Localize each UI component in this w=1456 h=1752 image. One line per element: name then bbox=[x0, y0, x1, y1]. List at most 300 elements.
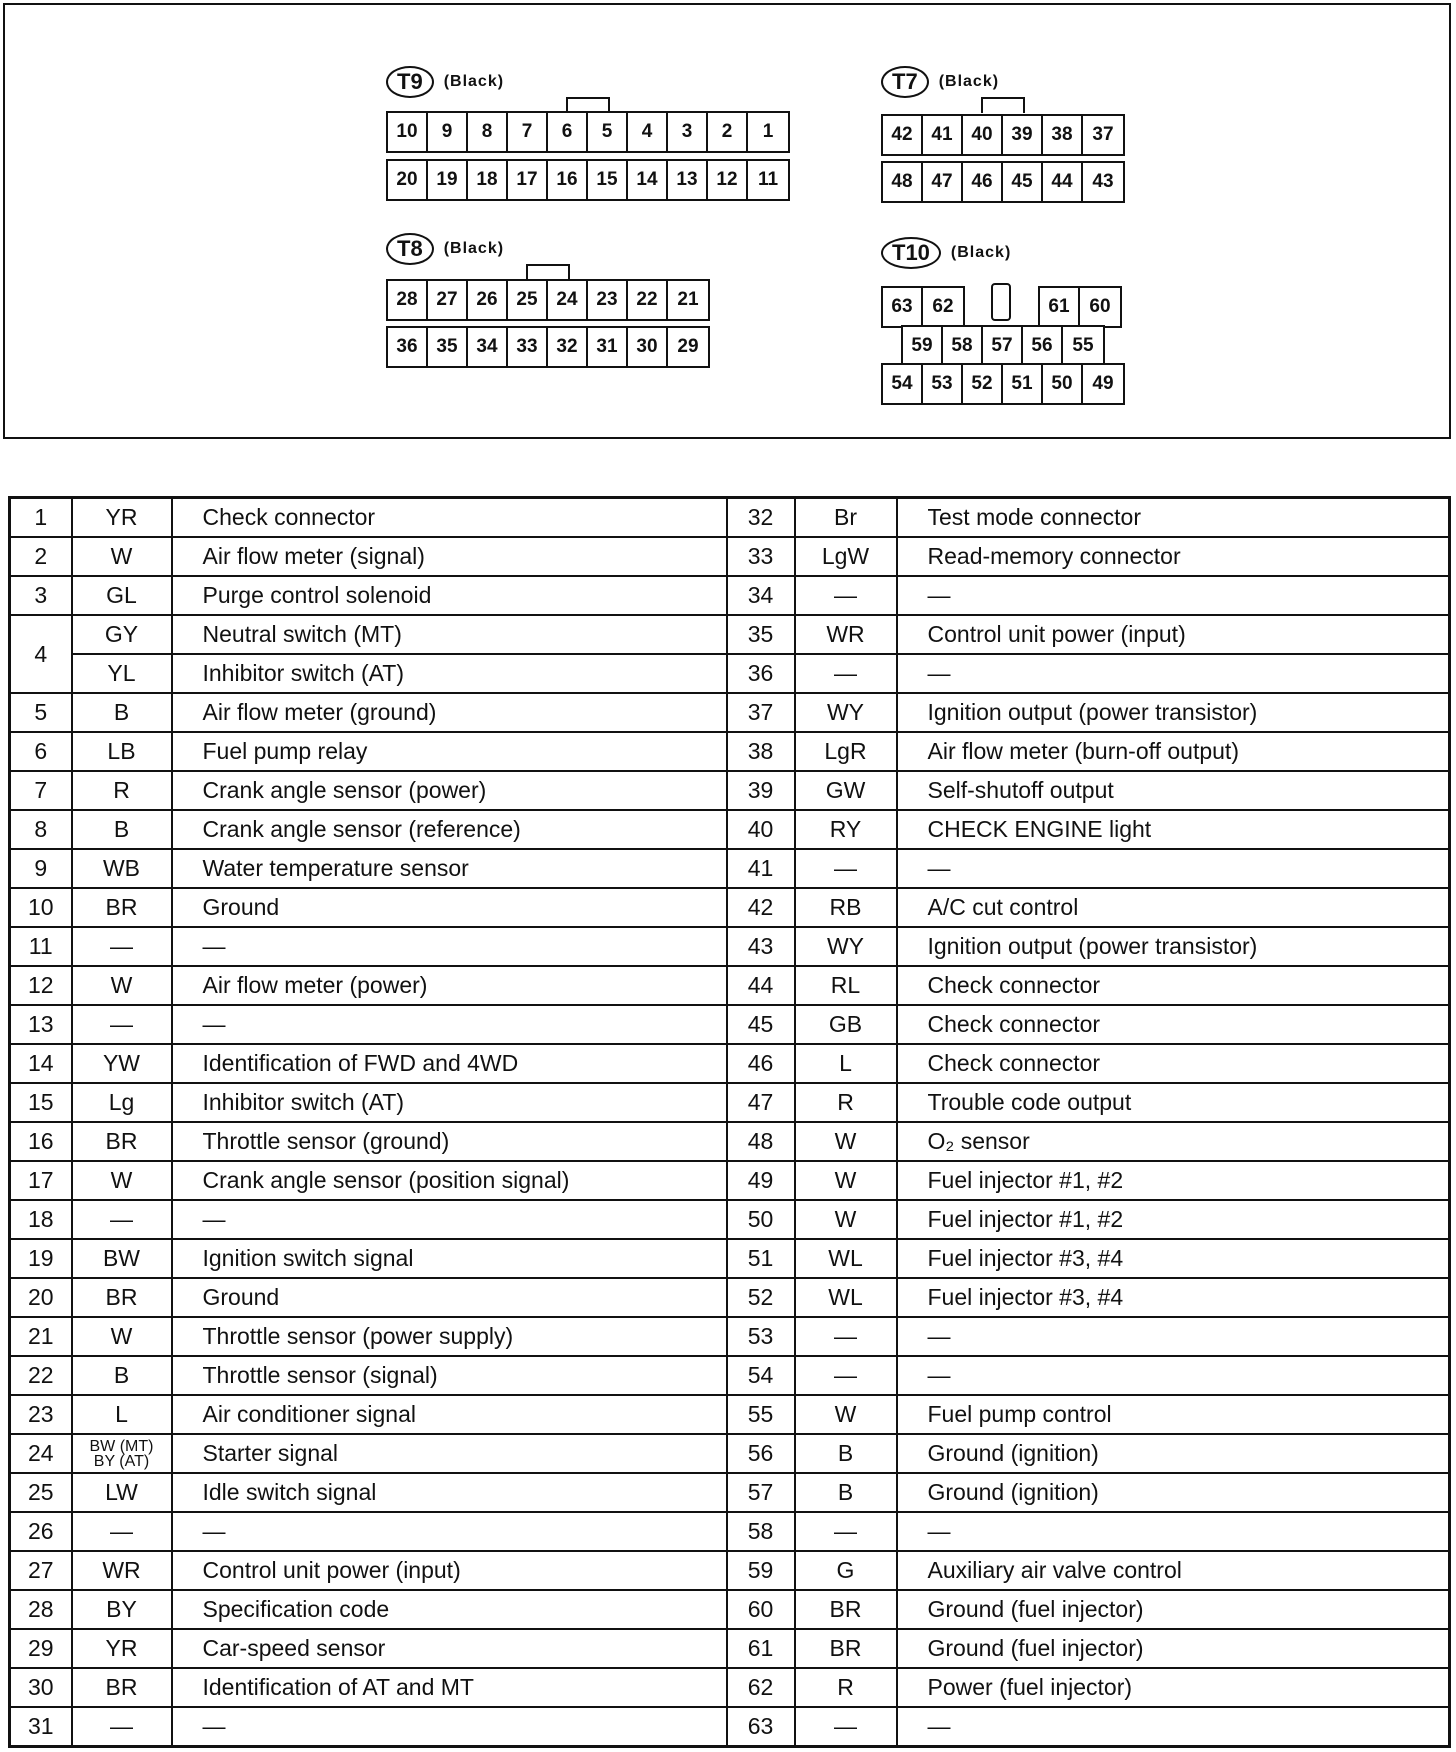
pin-number: 29 bbox=[677, 336, 699, 357]
table-row bbox=[10, 576, 1450, 615]
wire-color-cell: — bbox=[72, 927, 172, 966]
description-cell: Starter signal bbox=[172, 1434, 727, 1473]
description-cell: Identification of AT and MT bbox=[172, 1668, 727, 1707]
wire-color-cell: WY bbox=[795, 693, 897, 732]
description-cell: Check connector bbox=[897, 966, 1450, 1005]
table-row bbox=[10, 654, 1450, 693]
pin-number: 18 bbox=[468, 161, 508, 199]
pin-number: 55 bbox=[1072, 335, 1094, 356]
pin-row bbox=[881, 286, 965, 328]
table-row bbox=[10, 1122, 1450, 1161]
pin-cell: 19 bbox=[10, 1239, 72, 1278]
description-cell: Crank angle sensor (reference) bbox=[172, 810, 727, 849]
pin-number: 51 bbox=[1003, 365, 1043, 403]
pin-number: 23 bbox=[588, 281, 628, 319]
description-cell: Control unit power (input) bbox=[172, 1551, 727, 1590]
pin-assignment-table bbox=[8, 496, 1451, 1748]
wire-color-cell: WB bbox=[72, 849, 172, 888]
table-row bbox=[10, 1668, 1450, 1707]
table-row bbox=[10, 1044, 1450, 1083]
pin-number: 3 bbox=[668, 113, 708, 151]
wire-color-cell: W bbox=[72, 966, 172, 1005]
pin-number: 19 bbox=[428, 161, 468, 199]
description-cell: — bbox=[172, 1512, 727, 1551]
pin-number: 42 bbox=[883, 116, 923, 154]
pin-cell: 11 bbox=[10, 927, 72, 966]
wire-color-cell: GL bbox=[72, 576, 172, 615]
description-cell: — bbox=[897, 576, 1450, 615]
table-row bbox=[10, 1434, 1450, 1473]
description-cell: Air flow meter (burn-off output) bbox=[897, 732, 1450, 771]
pin-number: 41 bbox=[923, 116, 963, 154]
pin-cell: 55 bbox=[727, 1395, 795, 1434]
description-cell: Check connector bbox=[172, 498, 727, 538]
pin-cell: 51 bbox=[727, 1239, 795, 1278]
description-cell: — bbox=[897, 654, 1450, 693]
pin-cell: 8 bbox=[10, 810, 72, 849]
pin-number: 62 bbox=[932, 296, 954, 317]
wire-color-cell: YW bbox=[72, 1044, 172, 1083]
wire-color-cell: — bbox=[795, 1356, 897, 1395]
pin-cell: 60 bbox=[727, 1590, 795, 1629]
wire-color-cell: — bbox=[795, 849, 897, 888]
pin-number: 57 bbox=[983, 327, 1023, 365]
connector-color: (Black) bbox=[938, 73, 1000, 90]
pin-cell: 29 bbox=[10, 1629, 72, 1668]
pin-number: 14 bbox=[628, 161, 668, 199]
description-cell: Control unit power (input) bbox=[897, 615, 1450, 654]
wire-color-cell: BR bbox=[795, 1590, 897, 1629]
pin-cell: 58 bbox=[727, 1512, 795, 1551]
description-cell: Fuel injector #3, #4 bbox=[897, 1278, 1450, 1317]
pin-cell: 47 bbox=[727, 1083, 795, 1122]
pin-number: 45 bbox=[1003, 163, 1043, 201]
description-cell: Identification of FWD and 4WD bbox=[172, 1044, 727, 1083]
description-cell: Specification code bbox=[172, 1590, 727, 1629]
pin-row bbox=[386, 111, 790, 153]
pin-number: 47 bbox=[923, 163, 963, 201]
wire-color-cell: GW bbox=[795, 771, 897, 810]
description-cell: Crank angle sensor (position signal) bbox=[172, 1161, 727, 1200]
pin-cell: 22 bbox=[10, 1356, 72, 1395]
description-cell: Purge control solenoid bbox=[172, 576, 727, 615]
pin-number: 33 bbox=[508, 328, 548, 366]
wire-color-cell: W bbox=[72, 537, 172, 576]
wire-color-cell: W bbox=[795, 1122, 897, 1161]
description-cell: Fuel pump relay bbox=[172, 732, 727, 771]
description-cell: Ground bbox=[172, 1278, 727, 1317]
wire-color-cell: W bbox=[72, 1161, 172, 1200]
table-row bbox=[10, 966, 1450, 1005]
description-cell: Trouble code output bbox=[897, 1083, 1450, 1122]
table-row bbox=[10, 1239, 1450, 1278]
wire-color-cell: W bbox=[795, 1200, 897, 1239]
pin-number: 56 bbox=[1023, 327, 1063, 365]
description-cell: Ignition switch signal bbox=[172, 1239, 727, 1278]
pin-cell: 40 bbox=[727, 810, 795, 849]
pin-cell: 4 bbox=[10, 615, 72, 693]
wire-color-cell: — bbox=[72, 1200, 172, 1239]
description-cell: Check connector bbox=[897, 1044, 1450, 1083]
table-row bbox=[10, 498, 1450, 538]
description-cell: Inhibitor switch (AT) bbox=[172, 1083, 727, 1122]
table-row bbox=[10, 1473, 1450, 1512]
description-cell: — bbox=[172, 1005, 727, 1044]
table-row bbox=[10, 771, 1450, 810]
pin-number: 36 bbox=[388, 328, 428, 366]
connector-id: T8 bbox=[386, 233, 434, 265]
wire-color-line: BW (MT) bbox=[89, 1437, 154, 1455]
pin-number: 31 bbox=[588, 328, 628, 366]
description-cell: — bbox=[897, 1356, 1450, 1395]
pin-cell: 38 bbox=[727, 732, 795, 771]
wire-color-cell: W bbox=[795, 1161, 897, 1200]
wire-color-cell: W bbox=[795, 1395, 897, 1434]
pin-number: 58 bbox=[943, 327, 983, 365]
pin-cell: 41 bbox=[727, 849, 795, 888]
pin-row bbox=[881, 161, 1125, 203]
pin-cell: 45 bbox=[727, 1005, 795, 1044]
pin-number: 44 bbox=[1043, 163, 1083, 201]
table-row bbox=[10, 888, 1450, 927]
wire-color-cell: BR bbox=[795, 1629, 897, 1668]
wire-color-cell: YL bbox=[72, 654, 172, 693]
description-cell: Fuel injector #1, #2 bbox=[897, 1161, 1450, 1200]
pin-cell: 10 bbox=[10, 888, 72, 927]
table-row bbox=[10, 1395, 1450, 1434]
description-cell: Neutral switch (MT) bbox=[172, 615, 727, 654]
pin-cell: 28 bbox=[10, 1590, 72, 1629]
table-row bbox=[10, 732, 1450, 771]
table-row bbox=[10, 615, 1450, 654]
wire-color-cell: WY bbox=[795, 927, 897, 966]
pin-number: 20 bbox=[388, 161, 428, 199]
pin-row bbox=[881, 114, 1125, 156]
description-cell: Power (fuel injector) bbox=[897, 1668, 1450, 1707]
pin-cell: 32 bbox=[727, 498, 795, 538]
pin-cell: 12 bbox=[10, 966, 72, 1005]
pin-number: 15 bbox=[588, 161, 628, 199]
pin-row bbox=[386, 159, 790, 201]
pin-number: 28 bbox=[388, 281, 428, 319]
wire-color-cell: LW bbox=[72, 1473, 172, 1512]
pin-cell: 61 bbox=[727, 1629, 795, 1668]
pin-cell: 5 bbox=[10, 693, 72, 732]
pin-cell: 63 bbox=[727, 1707, 795, 1747]
pin-cell: 27 bbox=[10, 1551, 72, 1590]
pin-number: 37 bbox=[1092, 124, 1114, 145]
wire-color-cell: — bbox=[72, 1512, 172, 1551]
description-cell: Ground (ignition) bbox=[897, 1473, 1450, 1512]
description-cell: O₂ sensor bbox=[897, 1122, 1450, 1161]
pin-row bbox=[1038, 286, 1122, 328]
pin-number: 53 bbox=[923, 365, 963, 403]
pin-number: 5 bbox=[588, 113, 628, 151]
pin-cell: 52 bbox=[727, 1278, 795, 1317]
connector-id: T10 bbox=[881, 237, 941, 269]
description-cell: Inhibitor switch (AT) bbox=[172, 654, 727, 693]
wire-color-cell: BY bbox=[72, 1590, 172, 1629]
description-cell: Auxiliary air valve control bbox=[897, 1551, 1450, 1590]
pin-cell: 44 bbox=[727, 966, 795, 1005]
pin-cell: 43 bbox=[727, 927, 795, 966]
pin-cell: 15 bbox=[10, 1083, 72, 1122]
pin-number: 2 bbox=[708, 113, 748, 151]
description-cell: — bbox=[897, 849, 1450, 888]
description-cell: CHECK ENGINE light bbox=[897, 810, 1450, 849]
pin-number: 49 bbox=[1092, 373, 1114, 394]
connector-diagram bbox=[3, 3, 1451, 439]
wire-color-cell: RB bbox=[795, 888, 897, 927]
pin-number: 63 bbox=[883, 288, 923, 326]
pin-cell: 31 bbox=[10, 1707, 72, 1747]
pin-cell: 49 bbox=[727, 1161, 795, 1200]
pin-cell: 2 bbox=[10, 537, 72, 576]
wire-color-cell: LgR bbox=[795, 732, 897, 771]
pin-cell: 36 bbox=[727, 654, 795, 693]
wire-color-cell: BR bbox=[72, 888, 172, 927]
description-cell: — bbox=[897, 1512, 1450, 1551]
pin-number: 16 bbox=[548, 161, 588, 199]
pin-number: 50 bbox=[1043, 365, 1083, 403]
table-row bbox=[10, 1551, 1450, 1590]
pin-number: 39 bbox=[1003, 116, 1043, 154]
pin-row bbox=[901, 325, 1105, 367]
pin-cell: 6 bbox=[10, 732, 72, 771]
wire-color-cell: WL bbox=[795, 1239, 897, 1278]
pin-number: 21 bbox=[677, 289, 699, 310]
pin-cell: 25 bbox=[10, 1473, 72, 1512]
pin-number: 11 bbox=[757, 169, 779, 190]
wire-color-cell: W bbox=[72, 1317, 172, 1356]
wire-color-cell: Lg bbox=[72, 1083, 172, 1122]
pin-cell: 16 bbox=[10, 1122, 72, 1161]
wire-color-cell: GB bbox=[795, 1005, 897, 1044]
pin-cell: 18 bbox=[10, 1200, 72, 1239]
pin-cell: 53 bbox=[727, 1317, 795, 1356]
wire-color-cell: BR bbox=[72, 1122, 172, 1161]
table-row bbox=[10, 693, 1450, 732]
pin-cell: 62 bbox=[727, 1668, 795, 1707]
wire-color-cell: — bbox=[795, 654, 897, 693]
pin-cell: 30 bbox=[10, 1668, 72, 1707]
wire-color-cell: LB bbox=[72, 732, 172, 771]
description-cell: Ignition output (power transistor) bbox=[897, 693, 1450, 732]
wire-color-cell: R bbox=[72, 771, 172, 810]
wire-color-cell: RL bbox=[795, 966, 897, 1005]
description-cell: Check connector bbox=[897, 1005, 1450, 1044]
description-cell: — bbox=[172, 1707, 727, 1747]
description-cell: Ignition output (power transistor) bbox=[897, 927, 1450, 966]
pin-cell: 14 bbox=[10, 1044, 72, 1083]
description-cell: Ground (fuel injector) bbox=[897, 1590, 1450, 1629]
pin-number: 26 bbox=[468, 281, 508, 319]
pin-number: 7 bbox=[508, 113, 548, 151]
wire-color-cell: Br bbox=[795, 498, 897, 538]
pin-cell: 17 bbox=[10, 1161, 72, 1200]
wire-color-cell: G bbox=[795, 1551, 897, 1590]
table-row bbox=[10, 1161, 1450, 1200]
pin-cell: 33 bbox=[727, 537, 795, 576]
wire-color-cell: BR bbox=[72, 1668, 172, 1707]
pin-cell: 21 bbox=[10, 1317, 72, 1356]
wire-color-cell: — bbox=[72, 1005, 172, 1044]
wire-color-cell: WL bbox=[795, 1278, 897, 1317]
wire-color-cell: B bbox=[795, 1434, 897, 1473]
table-row bbox=[10, 1005, 1450, 1044]
pin-cell: 20 bbox=[10, 1278, 72, 1317]
pin-number: 52 bbox=[963, 365, 1003, 403]
pin-cell: 57 bbox=[727, 1473, 795, 1512]
pin-cell: 23 bbox=[10, 1395, 72, 1434]
description-cell: Ground (ignition) bbox=[897, 1434, 1450, 1473]
description-cell: Air flow meter (ground) bbox=[172, 693, 727, 732]
pin-number: 59 bbox=[903, 327, 943, 365]
description-cell: — bbox=[172, 1200, 727, 1239]
description-cell: Air conditioner signal bbox=[172, 1395, 727, 1434]
wire-color-line: BY (AT) bbox=[93, 1452, 150, 1470]
pin-number: 13 bbox=[668, 161, 708, 199]
description-cell: Self-shutoff output bbox=[897, 771, 1450, 810]
wire-color-cell: L bbox=[72, 1395, 172, 1434]
description-cell: Fuel injector #3, #4 bbox=[897, 1239, 1450, 1278]
description-cell: Air flow meter (power) bbox=[172, 966, 727, 1005]
pin-number: 34 bbox=[468, 328, 508, 366]
table-row bbox=[10, 927, 1450, 966]
pin-number: 38 bbox=[1043, 116, 1083, 154]
table-row bbox=[10, 849, 1450, 888]
pin-number: 40 bbox=[963, 116, 1003, 154]
description-cell: Car-speed sensor bbox=[172, 1629, 727, 1668]
pin-cell: 46 bbox=[727, 1044, 795, 1083]
pin-cell: 24 bbox=[10, 1434, 72, 1473]
pin-number: 43 bbox=[1092, 171, 1114, 192]
connector-color: (Black) bbox=[950, 244, 1012, 261]
description-cell: Ground bbox=[172, 888, 727, 927]
description-cell: Air flow meter (signal) bbox=[172, 537, 727, 576]
table-row bbox=[10, 810, 1450, 849]
wire-color-cell: — bbox=[795, 1317, 897, 1356]
description-cell: A/C cut control bbox=[897, 888, 1450, 927]
table-row bbox=[10, 1317, 1450, 1356]
wire-color-cell: B bbox=[72, 693, 172, 732]
table-row bbox=[10, 537, 1450, 576]
pin-cell: 48 bbox=[727, 1122, 795, 1161]
wire-color-cell: WR bbox=[72, 1551, 172, 1590]
pin-cell: 9 bbox=[10, 849, 72, 888]
description-cell: Water temperature sensor bbox=[172, 849, 727, 888]
table-row bbox=[10, 1278, 1450, 1317]
description-cell: — bbox=[897, 1317, 1450, 1356]
wire-color-cell: B bbox=[72, 810, 172, 849]
wire-color-cell: LgW bbox=[795, 537, 897, 576]
pin-number: 27 bbox=[428, 281, 468, 319]
pin-row bbox=[386, 279, 710, 321]
pin-number: 8 bbox=[468, 113, 508, 151]
pin-row bbox=[881, 363, 1125, 405]
pin-number: 32 bbox=[548, 328, 588, 366]
description-cell: Read-memory connector bbox=[897, 537, 1450, 576]
wire-color-cell: B bbox=[795, 1473, 897, 1512]
pin-cell: 3 bbox=[10, 576, 72, 615]
pin-number: 12 bbox=[708, 161, 748, 199]
pin-number: 9 bbox=[428, 113, 468, 151]
pin-number: 22 bbox=[628, 281, 668, 319]
connector-id: T9 bbox=[386, 66, 434, 98]
pin-cell: 56 bbox=[727, 1434, 795, 1473]
wire-color-cell: — bbox=[72, 1707, 172, 1747]
table-row bbox=[10, 1083, 1450, 1122]
pin-number: 48 bbox=[883, 163, 923, 201]
description-cell: Throttle sensor (signal) bbox=[172, 1356, 727, 1395]
pin-number: 30 bbox=[628, 328, 668, 366]
table-row bbox=[10, 1356, 1450, 1395]
table-row bbox=[10, 1512, 1450, 1551]
description-cell: Throttle sensor (power supply) bbox=[172, 1317, 727, 1356]
pin-cell: 13 bbox=[10, 1005, 72, 1044]
wire-color-cell: GY bbox=[72, 615, 172, 654]
pin-number: 4 bbox=[628, 113, 668, 151]
pin-number: 46 bbox=[963, 163, 1003, 201]
pin-number: 54 bbox=[883, 365, 923, 403]
pin-cell: 35 bbox=[727, 615, 795, 654]
pin-number: 6 bbox=[548, 113, 588, 151]
wire-color-cell: RY bbox=[795, 810, 897, 849]
wire-color-cell: L bbox=[795, 1044, 897, 1083]
pin-number: 25 bbox=[508, 281, 548, 319]
pin-row bbox=[386, 326, 710, 368]
pin-number: 17 bbox=[508, 161, 548, 199]
pin-number: 24 bbox=[548, 281, 588, 319]
wire-color-cell: — bbox=[795, 1512, 897, 1551]
wire-color-cell: — bbox=[795, 1707, 897, 1747]
wire-color-cell: BW bbox=[72, 1239, 172, 1278]
pin-cell: 7 bbox=[10, 771, 72, 810]
pin-cell: 26 bbox=[10, 1512, 72, 1551]
pin-number: 60 bbox=[1089, 296, 1111, 317]
description-cell: Fuel injector #1, #2 bbox=[897, 1200, 1450, 1239]
wire-color-cell: WR bbox=[795, 615, 897, 654]
pin-cell: 1 bbox=[10, 498, 72, 538]
wire-color-cell: B bbox=[72, 1356, 172, 1395]
description-cell: Crank angle sensor (power) bbox=[172, 771, 727, 810]
description-cell: Throttle sensor (ground) bbox=[172, 1122, 727, 1161]
wire-color-cell bbox=[72, 1434, 172, 1473]
pin-cell: 39 bbox=[727, 771, 795, 810]
pin-number: 1 bbox=[762, 121, 774, 142]
description-cell: Test mode connector bbox=[897, 498, 1450, 538]
pin-number: 61 bbox=[1040, 288, 1080, 326]
table-row bbox=[10, 1707, 1450, 1747]
pin-cell: 42 bbox=[727, 888, 795, 927]
wire-color-cell: YR bbox=[72, 498, 172, 538]
description-cell: — bbox=[172, 927, 727, 966]
table-row bbox=[10, 1200, 1450, 1239]
pin-number: 10 bbox=[388, 113, 428, 151]
pin-cell: 37 bbox=[727, 693, 795, 732]
pin-number: 35 bbox=[428, 328, 468, 366]
connector-color: (Black) bbox=[443, 240, 505, 257]
wire-color-cell: BR bbox=[72, 1278, 172, 1317]
wire-color-cell: — bbox=[795, 576, 897, 615]
wire-color-cell: R bbox=[795, 1083, 897, 1122]
table-row bbox=[10, 1590, 1450, 1629]
connector-id: T7 bbox=[881, 66, 929, 98]
connector-color: (Black) bbox=[443, 73, 505, 90]
table-row bbox=[10, 1629, 1450, 1668]
description-cell: — bbox=[897, 1707, 1450, 1747]
wire-color-cell: R bbox=[795, 1668, 897, 1707]
